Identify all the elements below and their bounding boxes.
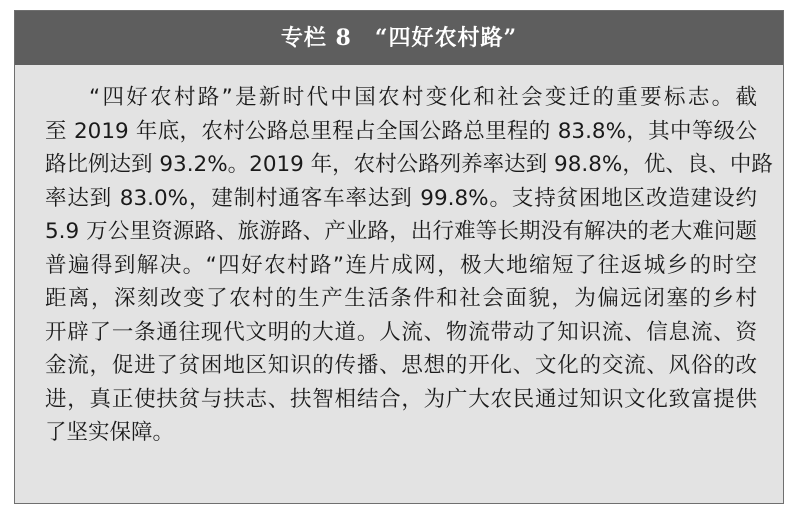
paragraph-line: 进，真正使扶贫与扶志、扶智相结合，为广大农民通过知识文化致富提供 — [45, 386, 757, 412]
paragraph-line: 普遍得到解决。“四好农村路”连片成网，极大地缩短了往返城乡的时空 — [45, 252, 757, 278]
paragraph-line: 距离，深刻改变了农村的生产生活条件和社会面貌，为偏远闭塞的乡村 — [45, 286, 757, 311]
paragraph-line: 率达到 83.0%，建制村通客车率达到 99.8%。支持贫困地区改造建设约 — [45, 185, 757, 211]
paragraph-line: 开辟了一条通往现代文明的大道。人流、物流带动了知识流、信息流、资 — [45, 319, 757, 345]
paragraph-line: “四好农村路”是新时代中国农村变化和社会变迁的重要标志。截 — [89, 85, 757, 110]
paragraph-line: 至 2019 年底，农村公路总里程占全国公路总里程的 83.8%，其中等级公 — [45, 118, 757, 144]
paragraph-line: 了坚实保障。 — [45, 420, 175, 445]
column-title: 专栏 8 “四好农村路” — [15, 11, 783, 65]
column-body — [45, 81, 773, 450]
paragraph-line: 路比例达到 93.2%。2019 年，农村公路列养率达到 98.8%，优、良、中路 — [45, 152, 773, 177]
feature-column-box — [14, 10, 784, 504]
paragraph-line: 金流，促进了贫困地区知识的传播、思想的开化、文化的交流、风俗的改 — [45, 353, 757, 378]
paragraph-line: 5.9 万公里资源路、旅游路、产业路，出行难等长期没有解决的老大难问题 — [45, 219, 757, 244]
